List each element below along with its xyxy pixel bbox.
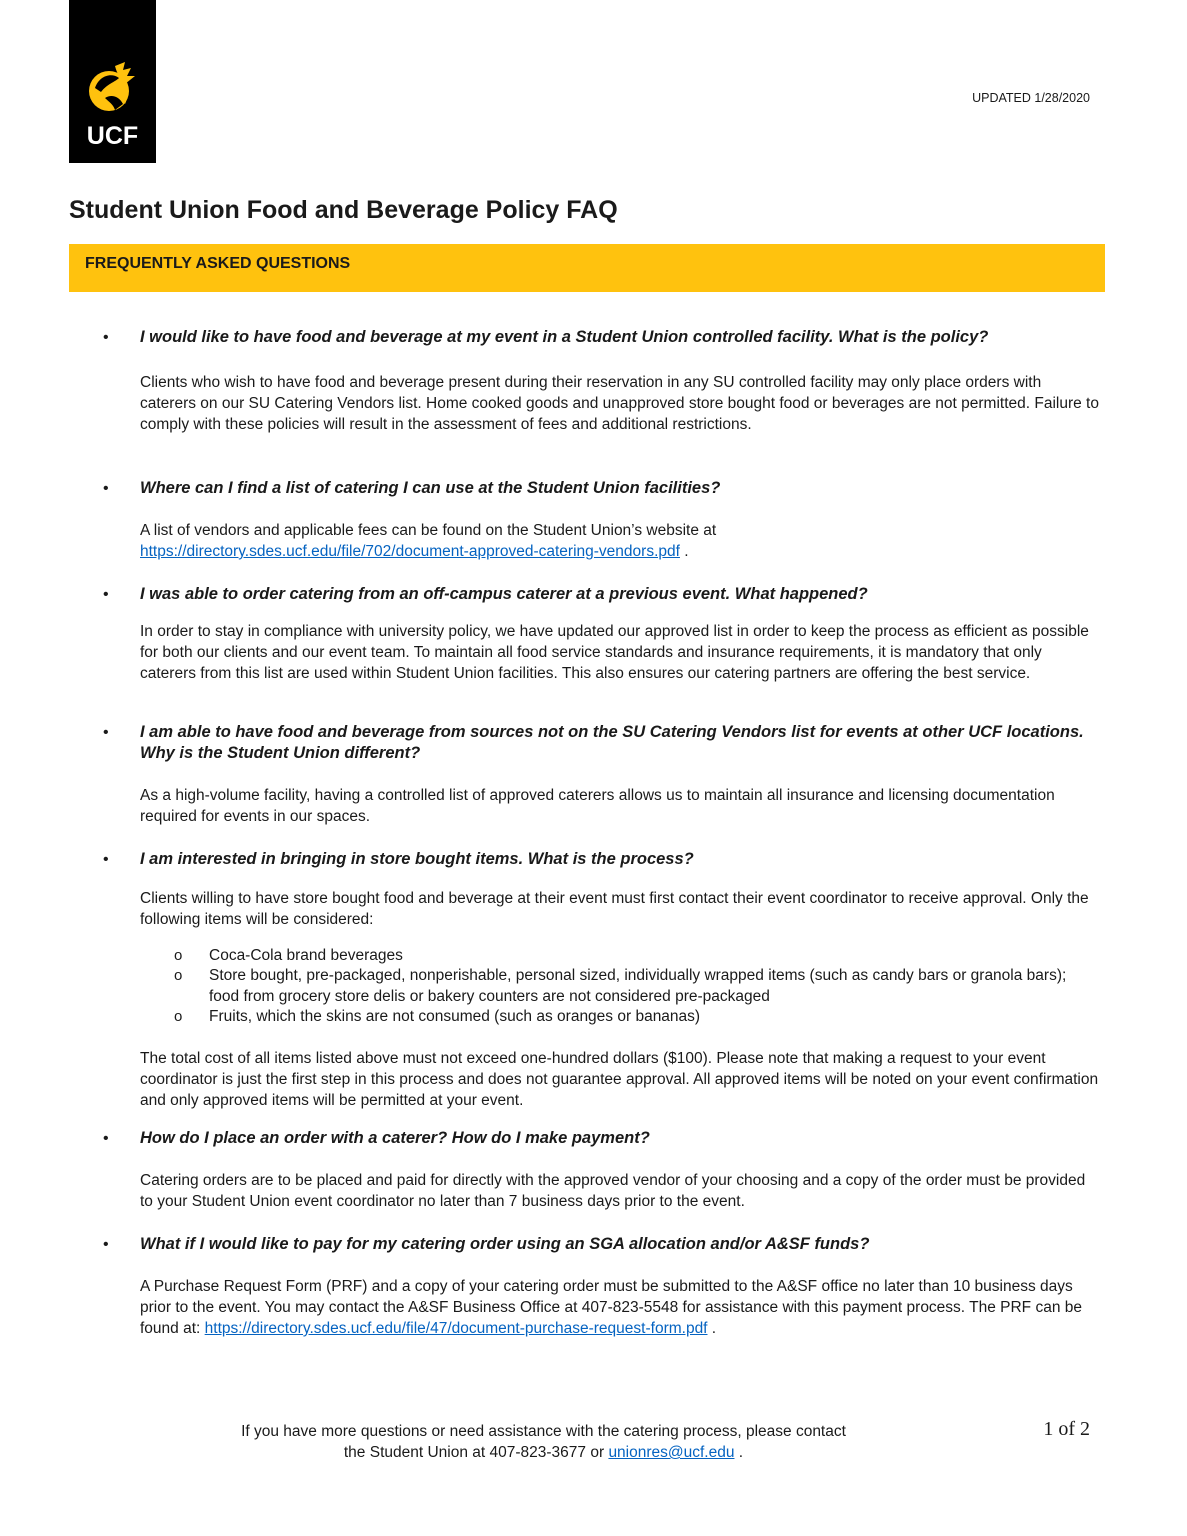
bullet-icon: • (103, 1130, 109, 1147)
footer-tail: . (734, 1444, 744, 1461)
answer-tail: . (707, 1320, 717, 1337)
faq-answer: Catering orders are to be placed and paid for directly with the approved vendor of your choosing and a copy of the order must be provided to your Student Union event coordinator no later than 7 business days prior to the event. (140, 1172, 1086, 1210)
faq-question: How do I place an order with a caterer? How do I make payment? (140, 1129, 650, 1147)
answer-text: A Purchase Request Form (PRF) and a copy of your catering order must be submitted to the A&SF office no later than 10 business days prior to the event. You may contact the A&SF Business Office at 407-823-5548 for assistance with this payment process. The PRF can be found at: (140, 1278, 1082, 1337)
pegasus-icon (85, 58, 141, 120)
purchase-request-form-link[interactable]: https://directory.sdes.ucf.edu/file/47/document-purchase-request-form.pdf (204, 1320, 708, 1337)
sub-bullet-icon: o (174, 967, 183, 984)
faq-answer (140, 1276, 1100, 1339)
answer-text: A list of vendors and applicable fees can be found on the Student Union’s website at (140, 522, 717, 539)
bullet-icon: • (103, 851, 109, 868)
footer-contact: the Student Union at 407-823-3677 or (343, 1444, 609, 1461)
faq-answer: As a high-volume facility, having a controlled list of approved caterers allows us to maintain all insurance and licensing documentation required for events in our spaces. (140, 787, 1055, 825)
page-title: Student Union Food and Beverage Policy FAQ (69, 196, 618, 224)
faq-answer (140, 520, 1100, 562)
ucf-logo (69, 0, 156, 163)
faq-answer-continued: The total cost of all items listed above must not exceed one-hundred dollars ($100). Please note that making a request to your event coordinator is just the first step in this process and does not guarantee approval. All approved items will be noted on your event confirmation and only approved items will be permitted at your event. (140, 1050, 1099, 1109)
faq-question: I am able to have food and beverage from sources not on the SU Catering Vendors list for events at other UCF locations. Why is the Student Union different? (140, 723, 1084, 762)
bullet-icon: • (103, 724, 109, 741)
answer-tail: . (679, 543, 689, 560)
section-banner (69, 244, 1105, 292)
footer-line-1: If you have more questions or need assistance with the catering process, please contact (241, 1423, 846, 1440)
list-item: Coca-Cola brand beverages (209, 947, 403, 964)
faq-question: I am interested in bringing in store bought items. What is the process? (140, 850, 694, 868)
bullet-icon: • (103, 480, 109, 497)
sub-bullet-icon: o (174, 947, 183, 964)
banner-label: FREQUENTLY ASKED QUESTIONS (85, 255, 351, 272)
faq-question: Where can I find a list of catering I can use at the Student Union facilities? (140, 479, 721, 497)
faq-answer: Clients who wish to have food and beverage present during their reservation in any SU controlled facility may only place orders with caterers on our SU Catering Vendors list. Home cooked goods and unapproved store bought food or beverages are not permitted. Failure to comply with these policies will result in the assessment of fees and additional restrictions. (140, 374, 1099, 433)
faq-question: What if I would like to pay for my catering order using an SGA allocation and/or A&SF funds? (140, 1235, 870, 1253)
list-item: Fruits, which the skins are not consumed (such as oranges or bananas) (209, 1008, 701, 1025)
catering-vendors-link[interactable]: https://directory.sdes.ucf.edu/file/702/document-approved-catering-vendors.pdf (140, 543, 680, 560)
sub-bullet-icon: o (174, 1008, 183, 1025)
logo-wordmark: UCF (86, 122, 139, 150)
contact-email-link[interactable]: unionres@ucf.edu (608, 1444, 735, 1461)
faq-answer: Clients willing to have store bought food and beverage at their event must first contact their event coordinator to receive approval. Only the following items will be considered: (140, 890, 1089, 928)
bullet-icon: • (103, 586, 109, 603)
faq-question: I would like to have food and beverage at my event in a Student Union controlled facility. What is the policy? (140, 328, 989, 346)
faq-question: I was able to order catering from an off-campus caterer at a previous event. What happened? (140, 585, 868, 603)
page-number: 1 of 2 (1043, 1418, 1090, 1440)
list-item: Store bought, pre-packaged, nonperishable, personal sized, individually wrapped items (such as candy bars or granola bars); food from grocery store delis or bakery counters are not considered pre-packaged (209, 967, 1067, 1005)
updated-date: UPDATED 1/28/2020 (972, 91, 1090, 105)
bullet-icon: • (103, 1236, 109, 1253)
faq-answer: In order to stay in compliance with university policy, we have updated our approved list in order to keep the process as efficient as possible for both our clients and our event team. To maintain all food service standards and insurance requirements, it is mandatory that only caterers from this list are used within Student Union facilities. This also ensures our catering partners are offering the best service. (140, 623, 1089, 682)
bullet-icon: • (103, 329, 109, 346)
footer-line-2 (0, 1442, 1137, 1463)
